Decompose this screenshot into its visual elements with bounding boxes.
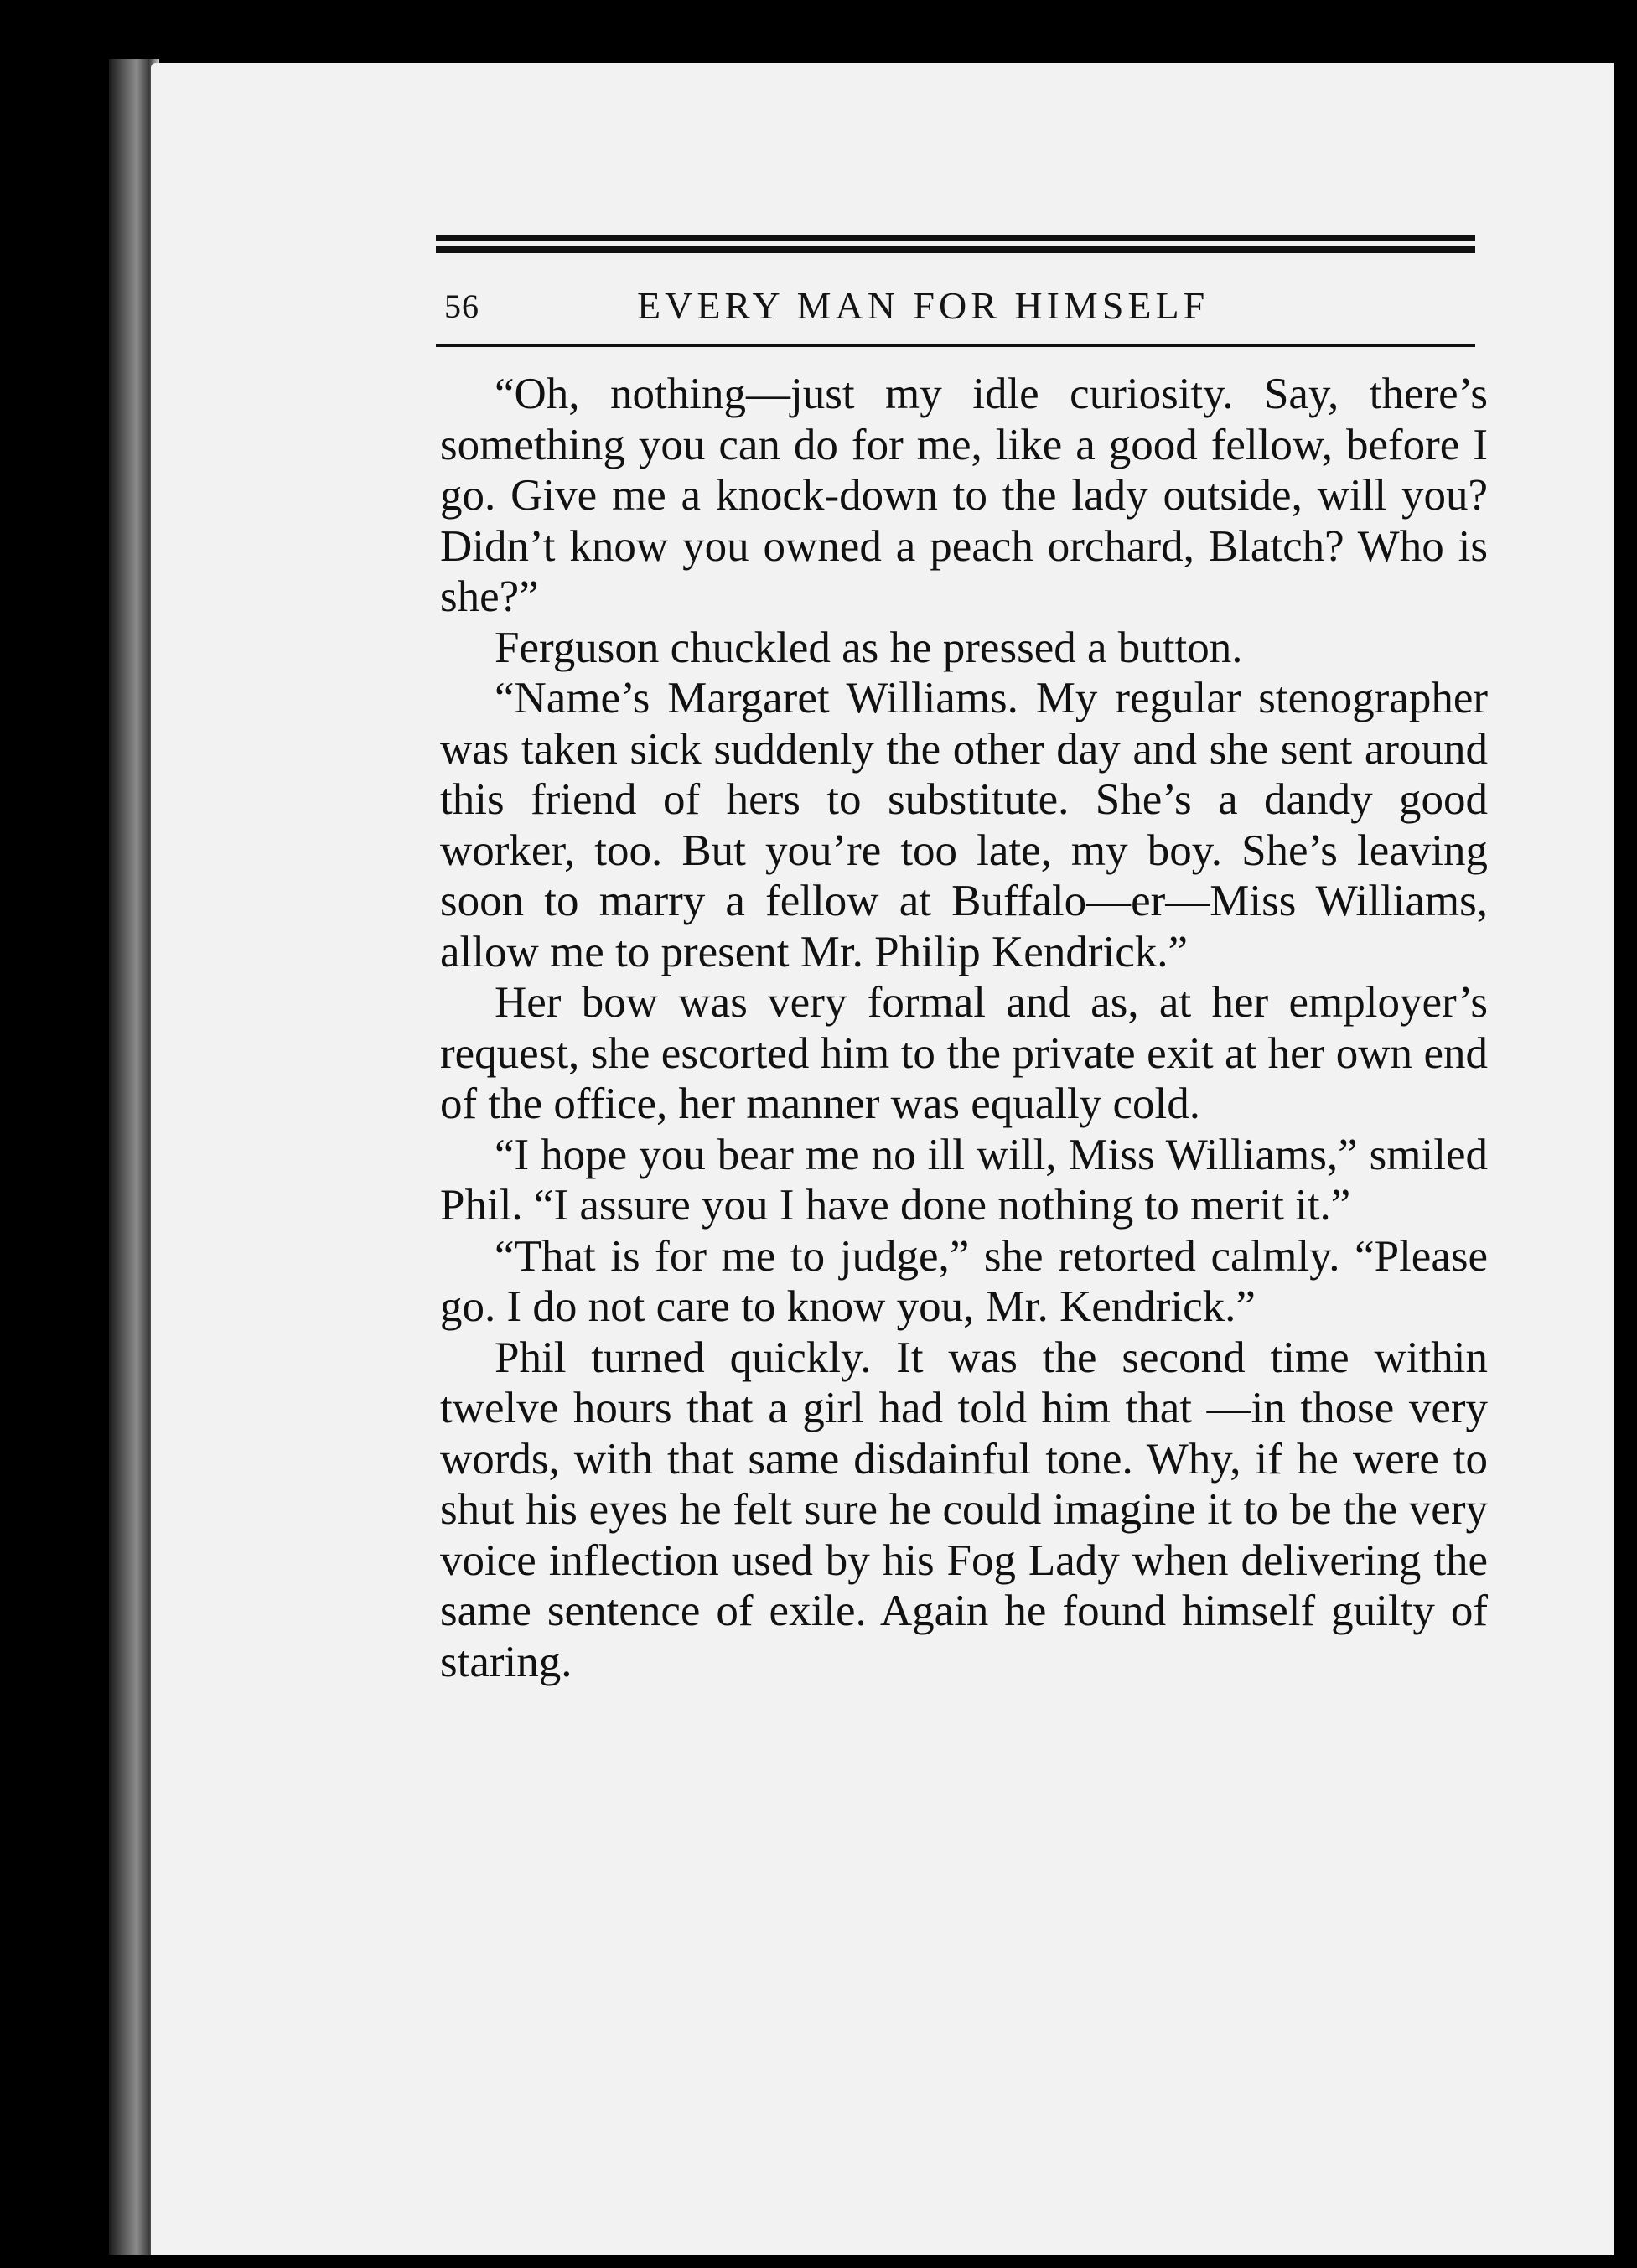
paragraph: “Oh, nothing—just my idle curiosity. Say, there’s something you can do for me, like a good fellow, before I go. Give me a knock-down to the lady outside, will you? Didn’t know you owned a peach orchard, Blatch? Who is she?” (440, 370, 1488, 621)
header-rule-bottom (436, 246, 1475, 253)
paragraph: “I hope you bear me no ill will, Miss Williams,” smiled Phil. “I assure you I have done nothing to merit it.” (440, 1130, 1488, 1230)
paragraph: Ferguson chuckled as he pressed a button. (495, 623, 1243, 672)
header-double-rule (436, 235, 1475, 256)
paragraph: “That is for me to judge,” she retorted calmly. “Please go. I do not care to know you, Mr. Kendrick.” (440, 1231, 1488, 1331)
running-head (436, 277, 1475, 344)
header-underline (436, 344, 1475, 347)
header-rule-top (436, 235, 1475, 241)
body-text (440, 369, 1488, 1687)
book-title: EVERY MAN FOR HIMSELF (637, 284, 1210, 327)
paragraph: “Name’s Margaret Williams. My regular stenographer was taken sick suddenly the other day and she sent around this friend of hers to substitute. She’s a dandy good worker, too. But you’re too late, my boy. She’s leaving soon to marry a fellow at Buffalo—er—Miss Williams, allow me to present Mr. Philip Kendrick.” (440, 674, 1488, 976)
paragraph: Phil turned quickly. It was the second time within twelve hours that a girl had told him that —in those very words, with that same disdainful tone. Why, if he were to shut his eyes he felt sure he could imagine it to be the very voice inflection used by his Fog Lady when delivering the same sentence of exile. Again he found himself guilty of staring. (440, 1333, 1488, 1686)
page-number: 56 (444, 287, 479, 325)
paragraph: Her bow was very formal and as, at her employer’s request, she escorted him to the private exit at her own end of the office, her manner was equally cold. (440, 978, 1488, 1128)
